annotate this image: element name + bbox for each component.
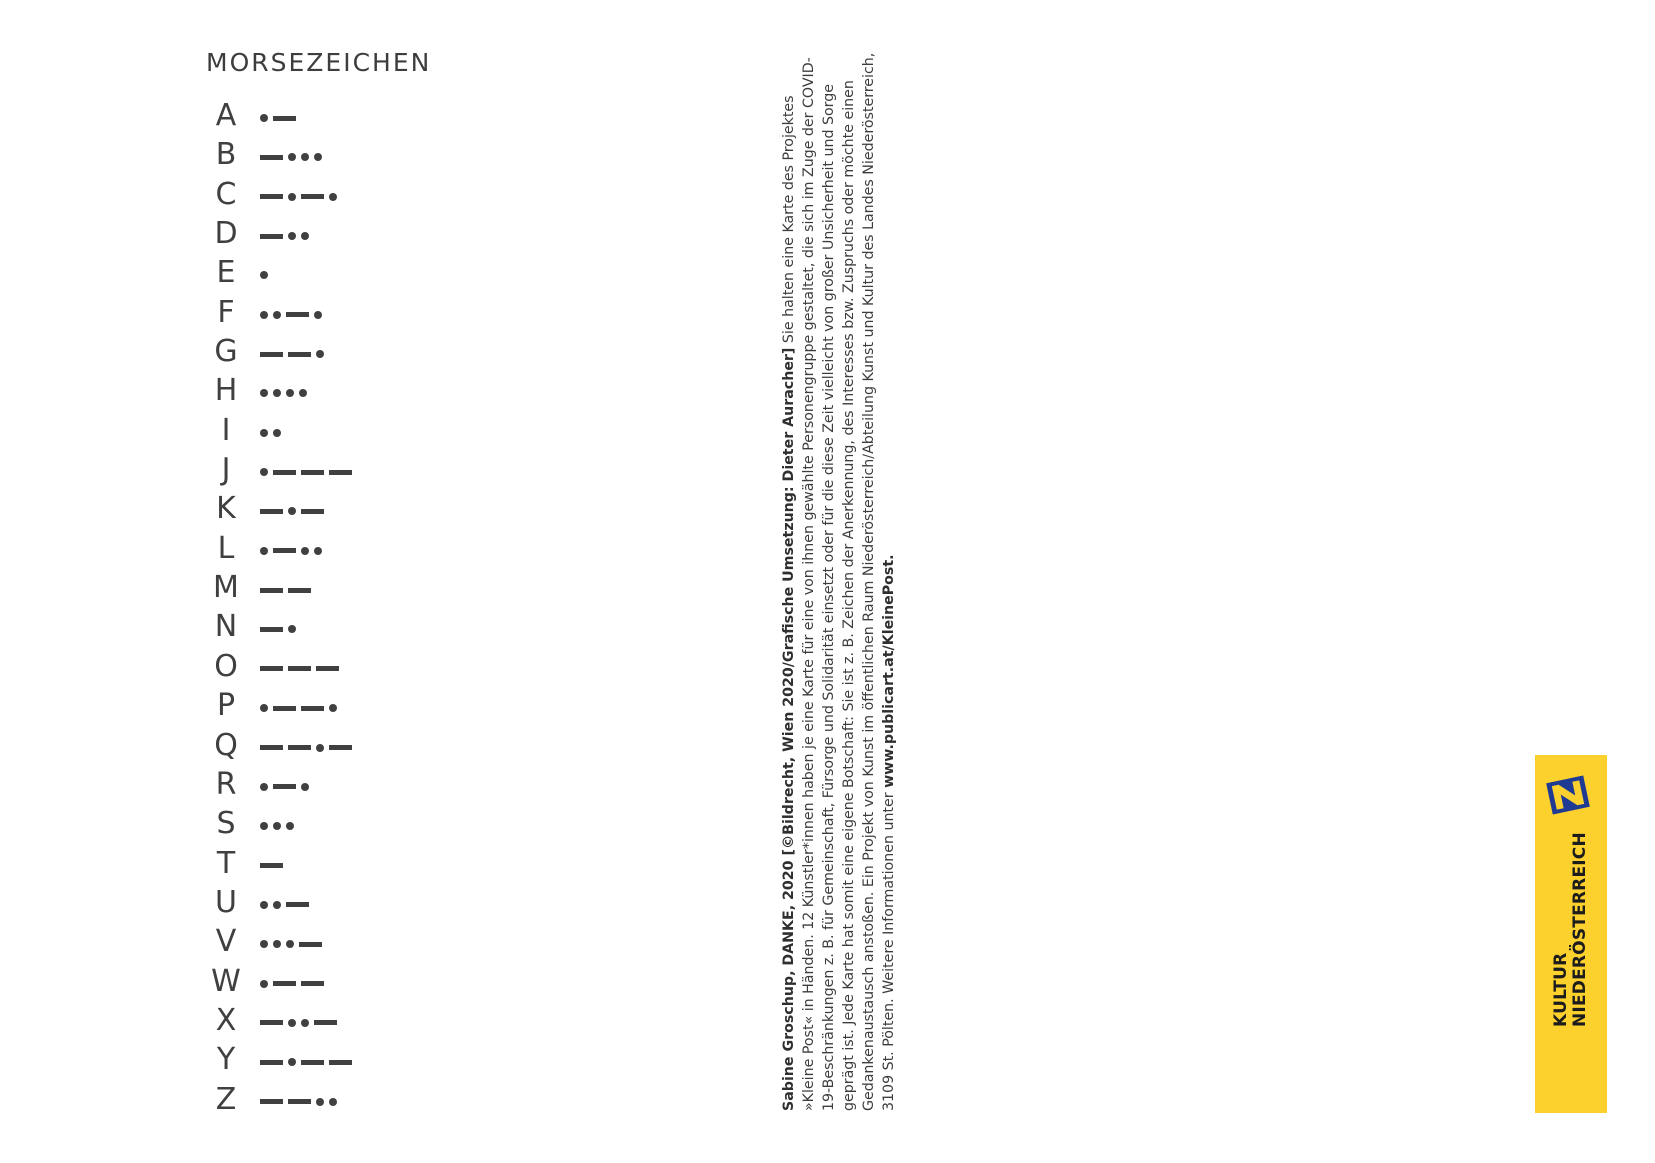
morse-dot xyxy=(288,625,296,633)
morse-dot xyxy=(286,940,294,948)
page-title: MORSEZEICHEN xyxy=(206,48,432,77)
morse-dash xyxy=(288,666,311,671)
morse-dash xyxy=(260,745,283,750)
morse-dot xyxy=(260,901,268,909)
morse-dash xyxy=(286,312,309,317)
morse-dash xyxy=(260,234,283,239)
morse-code xyxy=(260,390,312,396)
morse-code xyxy=(260,902,314,908)
morse-dot xyxy=(288,1058,296,1066)
morse-letter: Z xyxy=(215,1081,237,1117)
morse-letter: G xyxy=(214,334,238,370)
morse-dot xyxy=(314,547,322,555)
morse-dash xyxy=(260,1020,283,1025)
morse-code xyxy=(260,745,357,751)
morse-dash xyxy=(260,509,283,514)
credit-body: Sie halten eine Karte des Projektes »Kleine Post« in Händen. 12 Künstler*innen haben je eine Karte für eine von ihnen gewählte Personengruppe gestaltet, die sich im Zuge der COVID-19-Beschränkungen z. B. für Gemeinschaft, Fürsorge und Solidarität einsetzt oder für die diese Zeit vielleicht von großer Unsicherheit und Sorge geprägt ist. Jede Karte hat somit eine eigene Botschaft: Sie ist z. B. Zeichen der Anerkennung, des Interesses bzw. Zuspruchs oder möchte einen Gedankenaustausch anstoßen. Ein Projekt von Kunst im öffentlichen Raum Niederösterreich/Abteilung Kunst und Kultur des Landes Niederösterreich, 3109 St. Pölten. Weitere Informationen unter xyxy=(781,52,897,1111)
morse-letter: D xyxy=(214,216,238,252)
morse-dot xyxy=(260,980,268,988)
morse-dot xyxy=(288,153,296,161)
morse-dot xyxy=(273,429,281,437)
noe-n-icon xyxy=(1546,775,1590,814)
morse-dash xyxy=(329,1060,352,1065)
morse-dash xyxy=(301,509,324,514)
morse-dash xyxy=(273,706,296,711)
morse-dot xyxy=(260,389,268,397)
morse-dash xyxy=(329,470,352,475)
morse-dot xyxy=(273,311,281,319)
morse-letter: T xyxy=(216,845,236,881)
morse-code xyxy=(260,981,329,987)
morse-dot xyxy=(301,783,309,791)
morse-dash xyxy=(273,470,296,475)
morse-dash xyxy=(260,1099,283,1104)
credit-paragraph xyxy=(779,51,899,1111)
morse-dot xyxy=(288,232,296,240)
morse-letter: Q xyxy=(214,727,238,763)
morse-dash xyxy=(260,863,283,868)
logo-line-niederoesterreich: NIEDERÖSTERREICH xyxy=(1570,832,1590,1027)
morse-dot xyxy=(260,704,268,712)
morse-letter: H xyxy=(214,373,238,409)
morse-letter: K xyxy=(216,491,236,527)
morse-letter: O xyxy=(214,648,238,684)
morse-dot xyxy=(260,271,268,279)
morse-dash xyxy=(260,627,283,632)
credit-link[interactable]: www.publicart.at/KleinePost xyxy=(881,559,897,788)
morse-dot xyxy=(260,822,268,830)
morse-code xyxy=(260,115,301,121)
morse-dash xyxy=(288,352,311,357)
morse-code xyxy=(260,233,314,239)
morse-letter: U xyxy=(215,884,237,920)
morse-dot xyxy=(273,822,281,830)
morse-letter: P xyxy=(216,688,236,724)
credit-text xyxy=(779,51,899,1111)
morse-dash xyxy=(260,588,283,593)
morse-dot xyxy=(329,1098,337,1106)
morse-dot xyxy=(288,1019,296,1027)
morse-dash xyxy=(273,116,296,121)
morse-dash xyxy=(329,745,352,750)
morse-letter: M xyxy=(213,570,239,606)
morse-dot xyxy=(329,704,337,712)
morse-dash xyxy=(273,981,296,986)
morse-dash xyxy=(260,194,283,199)
morse-dot xyxy=(316,350,324,358)
morse-dot xyxy=(288,193,296,201)
credit-end: . xyxy=(881,554,897,560)
morse-dash xyxy=(301,1060,324,1065)
morse-dot xyxy=(260,940,268,948)
morse-dash xyxy=(260,352,283,357)
morse-dot xyxy=(260,468,268,476)
morse-letter: R xyxy=(215,766,237,802)
morse-dot xyxy=(299,389,307,397)
morse-letter: X xyxy=(215,1002,237,1038)
morse-code xyxy=(260,272,273,278)
morse-dot xyxy=(301,153,309,161)
kultur-niederoesterreich-logo xyxy=(1535,755,1607,1113)
morse-code xyxy=(260,626,301,632)
morse-letter: L xyxy=(217,530,235,566)
morse-dot xyxy=(314,311,322,319)
morse-dot xyxy=(301,1019,309,1027)
morse-dash xyxy=(301,981,324,986)
morse-code xyxy=(260,508,329,514)
morse-dash xyxy=(314,1020,337,1025)
morse-letter: Y xyxy=(216,1042,236,1078)
morse-dot xyxy=(260,114,268,122)
morse-code xyxy=(260,784,314,790)
morse-dot xyxy=(286,822,294,830)
morse-dot xyxy=(260,547,268,555)
morse-code xyxy=(260,351,329,357)
logo-wordmark xyxy=(1552,827,1590,1027)
morse-code xyxy=(260,1099,342,1105)
morse-letter: V xyxy=(215,924,237,960)
morse-code xyxy=(260,154,327,160)
morse-code xyxy=(260,194,342,200)
credit-author: Sabine Groschup, DANKE, 2020 [©Bildrecht, Wien 2020/Grafische Umsetzung: Dieter Auracher] xyxy=(781,347,797,1111)
morse-dot xyxy=(314,153,322,161)
morse-dot xyxy=(273,389,281,397)
morse-code xyxy=(260,666,344,672)
morse-code xyxy=(260,1059,357,1065)
morse-dash xyxy=(286,902,309,907)
morse-dash xyxy=(260,666,283,671)
morse-dot xyxy=(316,1098,324,1106)
morse-dot xyxy=(301,232,309,240)
logo-line-kultur: KULTUR xyxy=(1551,952,1571,1027)
morse-code xyxy=(260,548,327,554)
morse-code xyxy=(260,469,357,475)
morse-letter: B xyxy=(215,137,237,173)
morse-code xyxy=(260,941,327,947)
morse-letter: A xyxy=(215,98,237,133)
morse-code xyxy=(260,1020,342,1026)
morse-dot xyxy=(286,389,294,397)
morse-letter: I xyxy=(221,412,231,448)
morse-letter: E xyxy=(216,255,236,291)
morse-letter: C xyxy=(215,176,237,212)
morse-dash xyxy=(316,666,339,671)
morse-dash xyxy=(301,194,324,199)
morse-letter: W xyxy=(211,963,241,999)
morse-code xyxy=(260,430,286,436)
morse-dot xyxy=(260,783,268,791)
morse-dot xyxy=(316,744,324,752)
morse-dash xyxy=(301,470,324,475)
morse-dash xyxy=(288,1099,311,1104)
morse-code xyxy=(260,587,316,593)
morse-letter: J xyxy=(221,452,231,488)
morse-code xyxy=(260,823,299,829)
morse-dash xyxy=(288,745,311,750)
morse-code xyxy=(260,705,342,711)
morse-dot xyxy=(329,193,337,201)
morse-dash xyxy=(260,1060,283,1065)
morse-letter: N xyxy=(214,609,238,645)
morse-dash xyxy=(288,588,311,593)
morse-dot xyxy=(273,901,281,909)
morse-dot xyxy=(260,429,268,437)
morse-dot xyxy=(260,311,268,319)
morse-dash xyxy=(301,706,324,711)
morse-letter: S xyxy=(216,806,236,842)
morse-code xyxy=(260,863,288,869)
morse-dash xyxy=(273,548,296,553)
morse-dot xyxy=(288,507,296,515)
morse-code xyxy=(260,312,327,318)
morse-letter: F xyxy=(217,294,235,330)
morse-dash xyxy=(260,155,283,160)
morse-dash xyxy=(273,784,296,789)
morse-dot xyxy=(273,940,281,948)
morse-dot xyxy=(301,547,309,555)
morse-dash xyxy=(299,942,322,947)
